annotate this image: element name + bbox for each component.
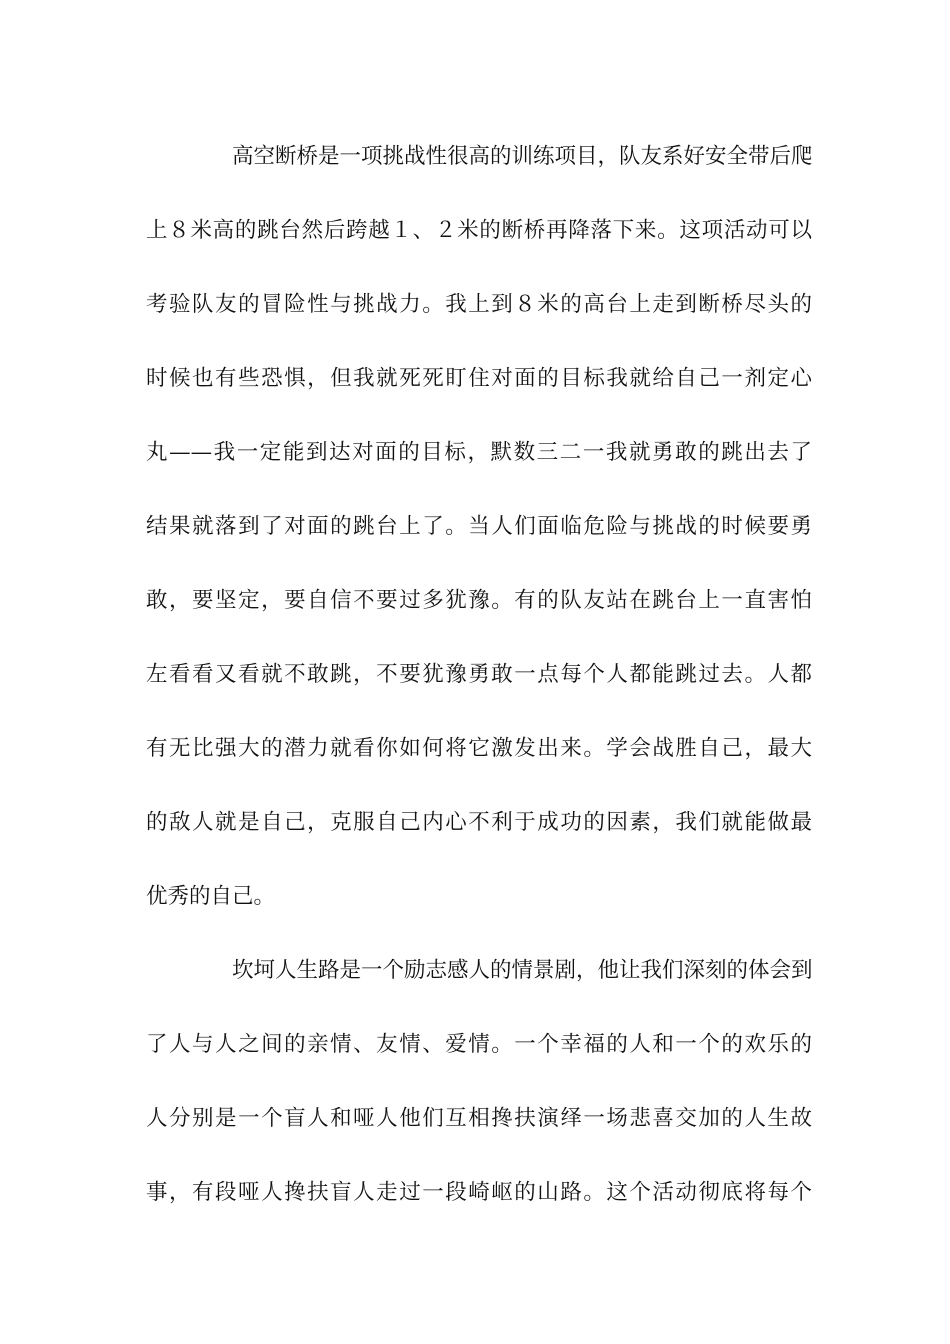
paragraph-life-road bbox=[146, 934, 812, 1230]
text-line: 了人与人之间的亲情、友情、爱情。一个幸福的人和一个的欢乐的 bbox=[146, 1032, 812, 1057]
text-line: 考验队友的冒险性与挑战力。我上到８米的高台上走到断桥尽头的 bbox=[146, 292, 812, 317]
text-line: 有无比强大的潜力就看你如何将它激发出来。学会战胜自己，最大 bbox=[146, 736, 812, 761]
text-line: 左看看又看就不敢跳，不要犹豫勇敢一点每个人都能跳过去。人都 bbox=[146, 662, 812, 687]
text-line: 丸——我一定能到达对面的目标，默数三二一我就勇敢的跳出去了 bbox=[146, 440, 812, 465]
text-line: 优秀的自己。 bbox=[146, 884, 276, 909]
text-line: 时候也有些恐惧，但我就死死盯住对面的目标我就给自己一剂定心 bbox=[146, 366, 812, 391]
paragraph-high-bridge bbox=[146, 120, 812, 934]
text-line: 坎坷人生路是一个励志感人的情景剧，他让我们深刻的体会到 bbox=[232, 958, 813, 983]
text-line: 事，有段哑人搀扶盲人走过一段崎岖的山路。这个活动彻底将每个 bbox=[146, 1180, 812, 1205]
text-line: 结果就落到了对面的跳台上了。当人们面临危险与挑战的时候要勇 bbox=[146, 514, 812, 539]
text-line: 高空断桥是一项挑战性很高的训练项目，队友系好安全带后爬 bbox=[232, 144, 813, 169]
text-line: 敢，要坚定，要自信不要过多犹豫。有的队友站在跳台上一直害怕 bbox=[146, 588, 812, 613]
text-line: 上８米高的跳台然后跨越１、２米的断桥再降落下来。这项活动可以 bbox=[146, 218, 812, 243]
text-line: 人分别是一个盲人和哑人他们互相搀扶演绎一场悲喜交加的人生故 bbox=[146, 1106, 812, 1131]
text-line: 的敌人就是自己，克服自己内心不利于成功的因素，我们就能做最 bbox=[146, 810, 812, 835]
body-text bbox=[146, 120, 812, 1230]
